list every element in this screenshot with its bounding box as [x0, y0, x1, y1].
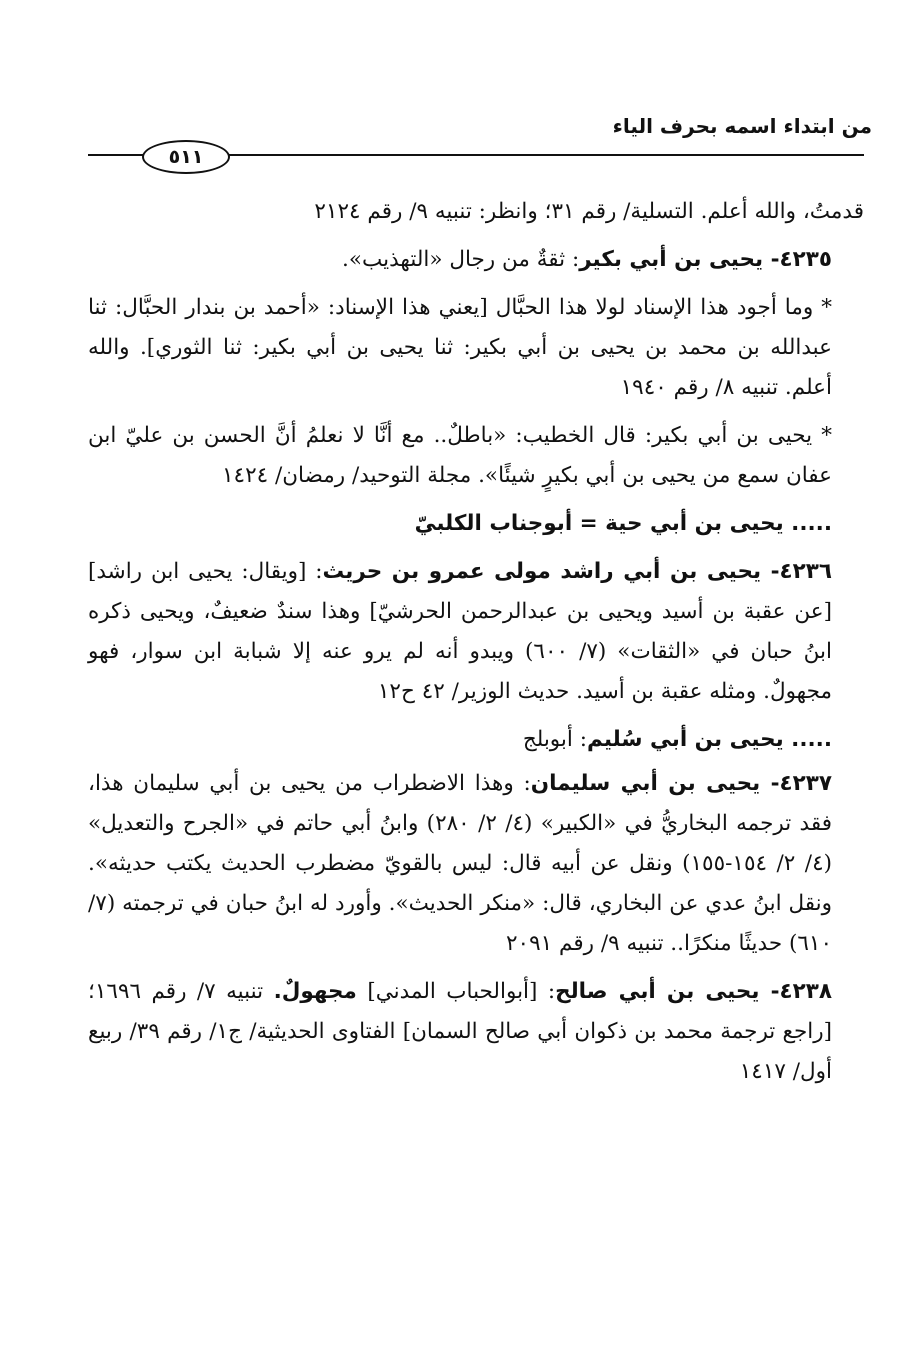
entry-text: : [ويقال: يحيى ابن راشد] [عن عقبة بن أسيد ويحيى بن عبدالرحمن الحرشيّ] وهذا سندٌ ضعيفٌ، ويحيى ذكره ابنُ حبان في «الثقات» (٧/ ٦٠٠) ويبدو أنه لم يرو عنه إلا شبابة ابن سوار، فهو مجهولٌ. ومثله عقبة بن أسيد. حديث الوزير/ ٤٢ ح١٢ [88, 559, 832, 704]
entry-text: : أبوبلج [522, 727, 587, 752]
entry-4238 [88, 972, 864, 1092]
page-number-badge: ٥١١ [142, 140, 230, 174]
entry-text: : ثقةٌ من رجال «التهذيب». [342, 247, 580, 272]
page-body [88, 192, 864, 1100]
cross-reference [88, 720, 864, 760]
entry-4236 [88, 552, 864, 712]
note-paragraph [88, 288, 864, 408]
paragraph-text: * وما أجود هذا الإسناد لولا هذا الحبَّال [يعني هذا الإسناد: «أحمد بن بندار الحبَّال: ثنا عبدالله بن محمد بن يحيى بن أبي بكير: ثنا يحيى بن أبي بكير: ثنا الثوري]. والله أعلم. تنبيه ٨/ رقم ١٩٤٠ [88, 295, 832, 400]
paragraph-continuation [88, 192, 864, 232]
entry-heading: ٤٢٣٨- يحيى بن أبي صالح [555, 979, 832, 1004]
entry-4235 [88, 240, 864, 280]
paragraph-text: قدمتُ، والله أعلم. التسلية/ رقم ٣١؛ وانظر: تنبيه ٩/ رقم ٢١٢٤ [314, 199, 864, 224]
note-paragraph [88, 416, 864, 496]
entry-4237 [88, 764, 864, 964]
entry-heading: ٤٢٣٦- يحيى بن أبي راشد مولى عمرو بن حريث [322, 559, 833, 584]
entry-text: : وهذا الاضطراب من يحيى بن أبي سليمان هذا، فقد ترجمه البخاريُّ في «الكبير» (٤/ ٢/ ٢٨٠) وابنُ أبي حاتم في «الجرح والتعديل» (٤/ ٢/ ١٥٤-١٥٥) ونقل عن أبيه قال: ليس بالقويّ مضطرب الحديث يكتب حديثه». ونقل ابنُ عدي عن البخاري، قال: «منكر الحديث». وأورد له ابنُ حبان في ترجمته (٧/ ٦١٠) حديثًا منكرًا.. تنبيه ٩/ رقم ٢٠٩١ [88, 771, 833, 956]
entry-verdict: مجهولٌ. [273, 979, 357, 1004]
entry-heading: ..... يحيى بن أبي حية = أبوجناب الكلبيّ [414, 511, 832, 536]
paragraph-text: * يحيى بن أبي بكير: قال الخطيب: «باطلٌ.. مع أنَّا لا نعلمُ أنَّ الحسن بن عليّ ابن عفان سمع من يحيى بن أبي بكيرٍ شيئًا». مجلة التوحيد/ رمضان/ ١٤٢٤ [88, 423, 832, 488]
entry-heading: ..... يحيى بن أبي سُليم [586, 727, 832, 752]
entry-heading: ٤٢٣٥- يحيى بن أبي بكير [579, 247, 832, 272]
entry-text: تنبيه ٧/ رقم ١٦٩٦؛ [راجع ترجمة محمد بن ذكوان أبي صالح السمان] الفتاوى الحديثية/ ج١/ رقم ٣٩/ ربيع أول/ ١٤١٧ [88, 979, 832, 1084]
running-header: من ابتداء اسمه بحرف الياء [612, 114, 872, 138]
entry-heading: ٤٢٣٧- يحيى بن أبي سليمان [530, 771, 832, 796]
entry-text: : [أبوالحباب المدني] [367, 979, 556, 1004]
cross-reference [88, 504, 864, 544]
